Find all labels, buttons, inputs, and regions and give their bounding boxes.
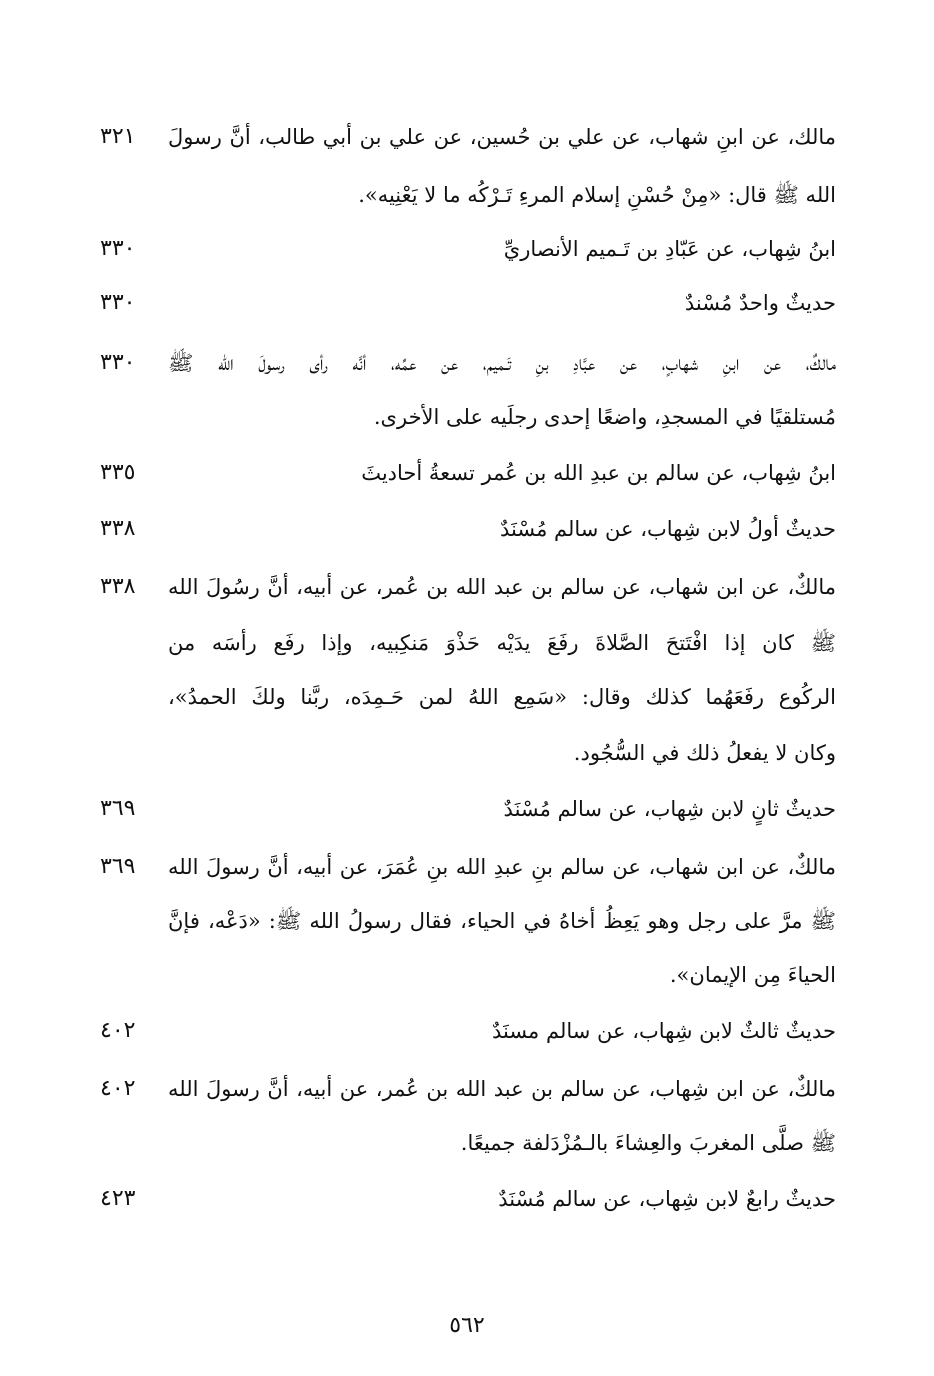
entry-text: وكان لا يفعلُ ذلك في السُّجُود. xyxy=(573,741,836,765)
page-reference: ٤٠٢ xyxy=(100,1076,136,1101)
index-line xyxy=(100,220,836,278)
page-reference: ٣٦٩ xyxy=(100,854,136,879)
entry-text: ﷺ كان إذا افْتَتحَ الصَّلاةَ رفَعَ يدَيْه حَذْوَ مَنكِبيه، وإذا رفَع رأسَه من xyxy=(168,631,836,655)
entry-heading: حديثٌ أولُ لابن شِهاب، عن سالم مُسْنَدٌ xyxy=(499,517,836,541)
entry-text: الله ﷺ قال: «مِنْ حُسْنِ إسلام المرءِ تَـرْكُه ما لا يَعْنِيه». xyxy=(358,183,836,207)
index-line xyxy=(100,668,836,726)
index-line xyxy=(100,1170,836,1228)
entry-text: مالكٌ، عن ابنِ شهابٍ، عن عبَّادِ بنِ تَـميم، عن عمِّه، أنَّه رأى رسولَ الله ﷺ xyxy=(168,351,836,375)
entry-heading: حديثٌ ثالثٌ لابن شِهاب، عن سالم مسنَدٌ xyxy=(491,1019,836,1043)
entry-text: ﷺ مرَّ على رجل وهو يَعِظُ أخاهُ في الحياء، فقال رسولُ الله ﷺ: «دَعْه، فإنَّ xyxy=(168,909,836,933)
entry-heading: حديثٌ ثانٍ لابن شِهاب، عن سالم مُسْنَدٌ xyxy=(503,797,836,821)
page-reference: ٤٢٣ xyxy=(100,1186,136,1211)
index-line xyxy=(100,558,836,616)
page-reference: ٣٣٨ xyxy=(100,574,136,599)
index-line xyxy=(100,838,836,896)
index-line xyxy=(100,108,836,166)
entry-heading: حديثٌ واحدٌ مُسْندٌ xyxy=(684,291,836,315)
index-line xyxy=(100,946,836,1004)
index-line xyxy=(100,500,836,558)
page-number: ٥٦٢ xyxy=(449,1313,485,1338)
entry-text: الركُوع رفَعَهُما كذلك وقال: «سَمِع اللهُ لمن حَـمِدَه، ربَّنا ولكَ الحمدُ»، xyxy=(168,685,836,709)
page-reference: ٣٣٠ xyxy=(100,236,136,261)
index-line xyxy=(100,1002,836,1060)
page-reference: ٤٠٢ xyxy=(100,1018,136,1043)
index-line xyxy=(100,614,836,672)
entry-text: مالكٌ، عن ابن شهاب، عن سالم بنِ عبدِ الله بنِ عُمَرَ، عن أبيه، أنَّ رسولَ الله xyxy=(168,855,836,879)
page-reference: ٣٢١ xyxy=(100,124,136,149)
index-line xyxy=(100,1114,836,1172)
entry-text: مالكٌ، عن ابن شِهاب، عن سالم بن عبد الله بن عُمر، عن أبيه، أنَّ رسولَ الله xyxy=(168,1077,836,1101)
page-reference: ٣٦٩ xyxy=(100,796,136,821)
page-reference: ٣٣٨ xyxy=(100,516,136,541)
page-reference: ٣٣٠ xyxy=(100,290,136,315)
entry-heading: ابنُ شِهاب، عن سالم بن عبدِ الله بن عُمر تسعةُ أحاديثَ xyxy=(361,461,836,485)
index-line xyxy=(100,892,836,950)
entry-text: مُستلقيًا في المسجدِ، واضعًا إحدى رجلَيه على الأخرى. xyxy=(373,405,836,429)
index-line xyxy=(100,166,836,224)
index-line xyxy=(100,724,836,782)
entry-text: مالكٌ، عن ابن شهاب، عن سالم بن عبد الله بن عُمر، عن أبيه، أنَّ رسُولَ الله xyxy=(168,575,836,599)
index-line xyxy=(100,388,836,446)
page-reference: ٣٣٠ xyxy=(100,350,136,375)
entry-text: مالك، عن ابنِ شهاب، عن علي بن حُسين، عن علي بن أبي طالب، أنَّ رسولَ xyxy=(168,125,836,149)
index-line xyxy=(100,1060,836,1118)
entry-text: ﷺ صلَّى المغربَ والعِشاءَ بالـمُزْدَلفة جميعًا. xyxy=(460,1131,836,1155)
index-line xyxy=(100,444,836,502)
index-line xyxy=(100,780,836,838)
index-line xyxy=(100,274,836,332)
entry-text: الحياءَ مِن الإيمان». xyxy=(669,963,836,987)
index-line xyxy=(100,334,836,392)
page-reference: ٣٣٥ xyxy=(100,460,136,485)
entry-heading: حديثٌ رابعٌ لابن شِهاب، عن سالم مُسْنَدٌ xyxy=(498,1187,836,1211)
entry-heading: ابنُ شِهاب، عن عَبّادِ بن تَـميم الأنصاريِّ xyxy=(503,237,836,261)
